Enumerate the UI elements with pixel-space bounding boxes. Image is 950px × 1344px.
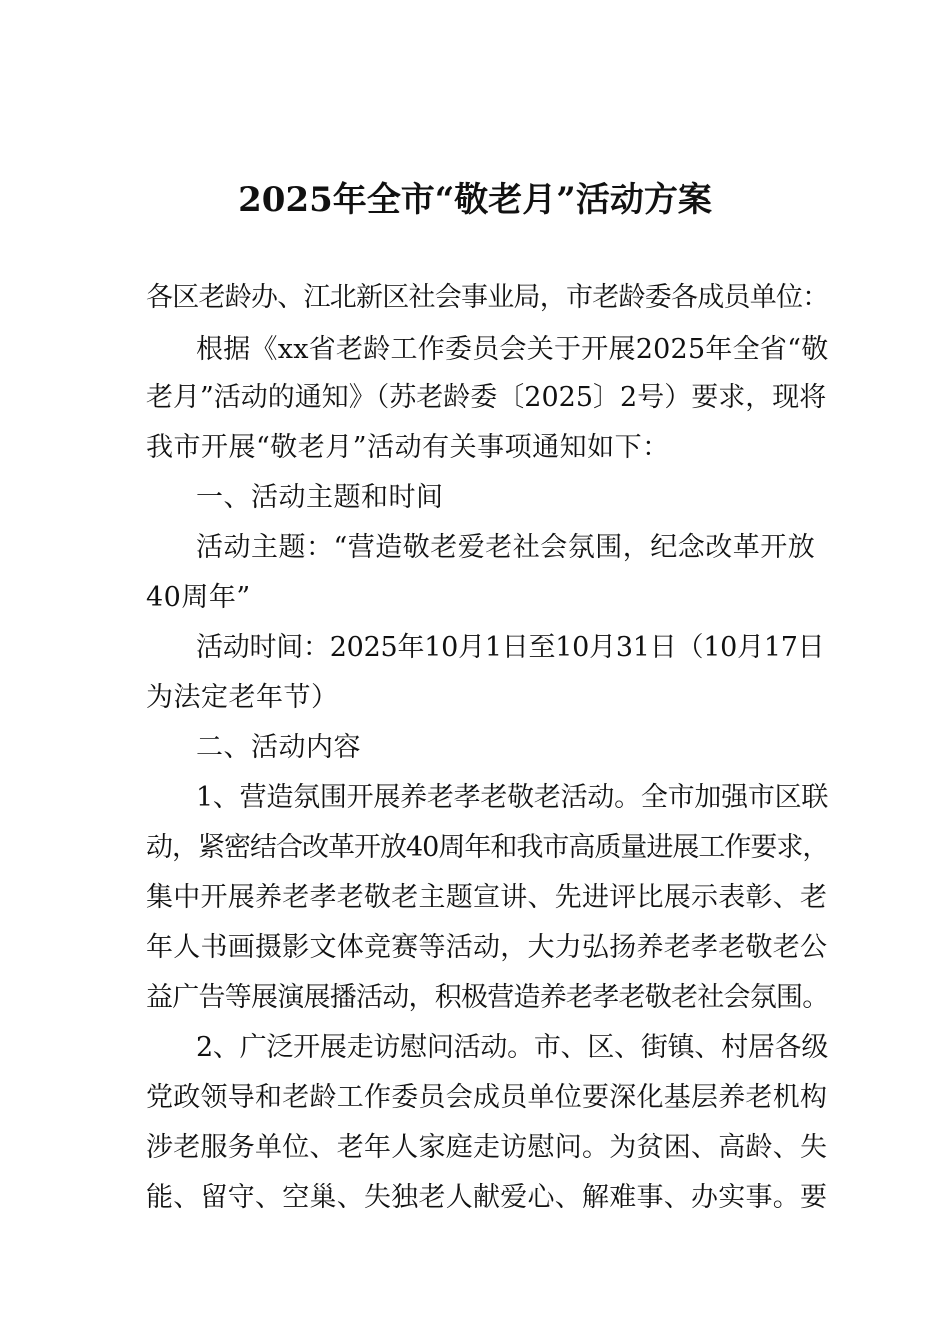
body-line: 为法定老年节） <box>146 682 339 713</box>
body-line: 涉老服务单位、老年人家庭走访慰问。为贫困、高龄、失 <box>146 1132 828 1163</box>
body-line: 年人书画摄影文体竞赛等活动，大力弘扬养老孝老敬老公 <box>146 932 828 963</box>
body-line: 老月”活动的通知》（苏老龄委〔2025〕2号）要求，现将 <box>146 382 827 413</box>
body-line: 集中开展养老孝老敬老主题宣讲、先进评比展示表彰、老 <box>146 882 828 913</box>
body-line: 我市开展“敬老月”活动有关事项通知如下： <box>146 432 670 463</box>
body-line: 活动时间：2025年10月1日至10月31日（10月17日 <box>196 632 825 663</box>
section-heading: 二、活动内容 <box>196 732 361 763</box>
body-line: 活动主题：“营造敬老爱老社会氛围，纪念改革开放 <box>196 532 816 563</box>
body-line: 党政领导和老龄工作委员会成员单位要深化基层养老机构 <box>146 1082 828 1113</box>
salutation-line: 各区老龄办、江北新区社会事业局，市老龄委各成员单位： <box>146 282 829 313</box>
body-line: 2、广泛开展走访慰问活动。市、区、街镇、村居各级 <box>196 1032 829 1063</box>
body-line: 根据《xx省老龄工作委员会关于开展2025年全省“敬 <box>196 334 829 365</box>
body-line: 能、留守、空巢、失独老人献爱心、解难事、办实事。要 <box>146 1182 828 1213</box>
document-title: 2025年全市“敬老月”活动方案 <box>238 180 712 220</box>
body-line: 益广告等展演展播活动，积极营造养老孝老敬老社会氛围。 <box>146 982 829 1013</box>
body-line: 动，紧密结合改革开放40周年和我市高质量进展工作要求， <box>146 832 829 863</box>
body-line: 1、营造氛围开展养老孝老敬老活动。全市加强市区联 <box>196 782 829 813</box>
body-line: 40周年” <box>146 582 251 613</box>
section-heading: 一、活动主题和时间 <box>196 482 444 513</box>
